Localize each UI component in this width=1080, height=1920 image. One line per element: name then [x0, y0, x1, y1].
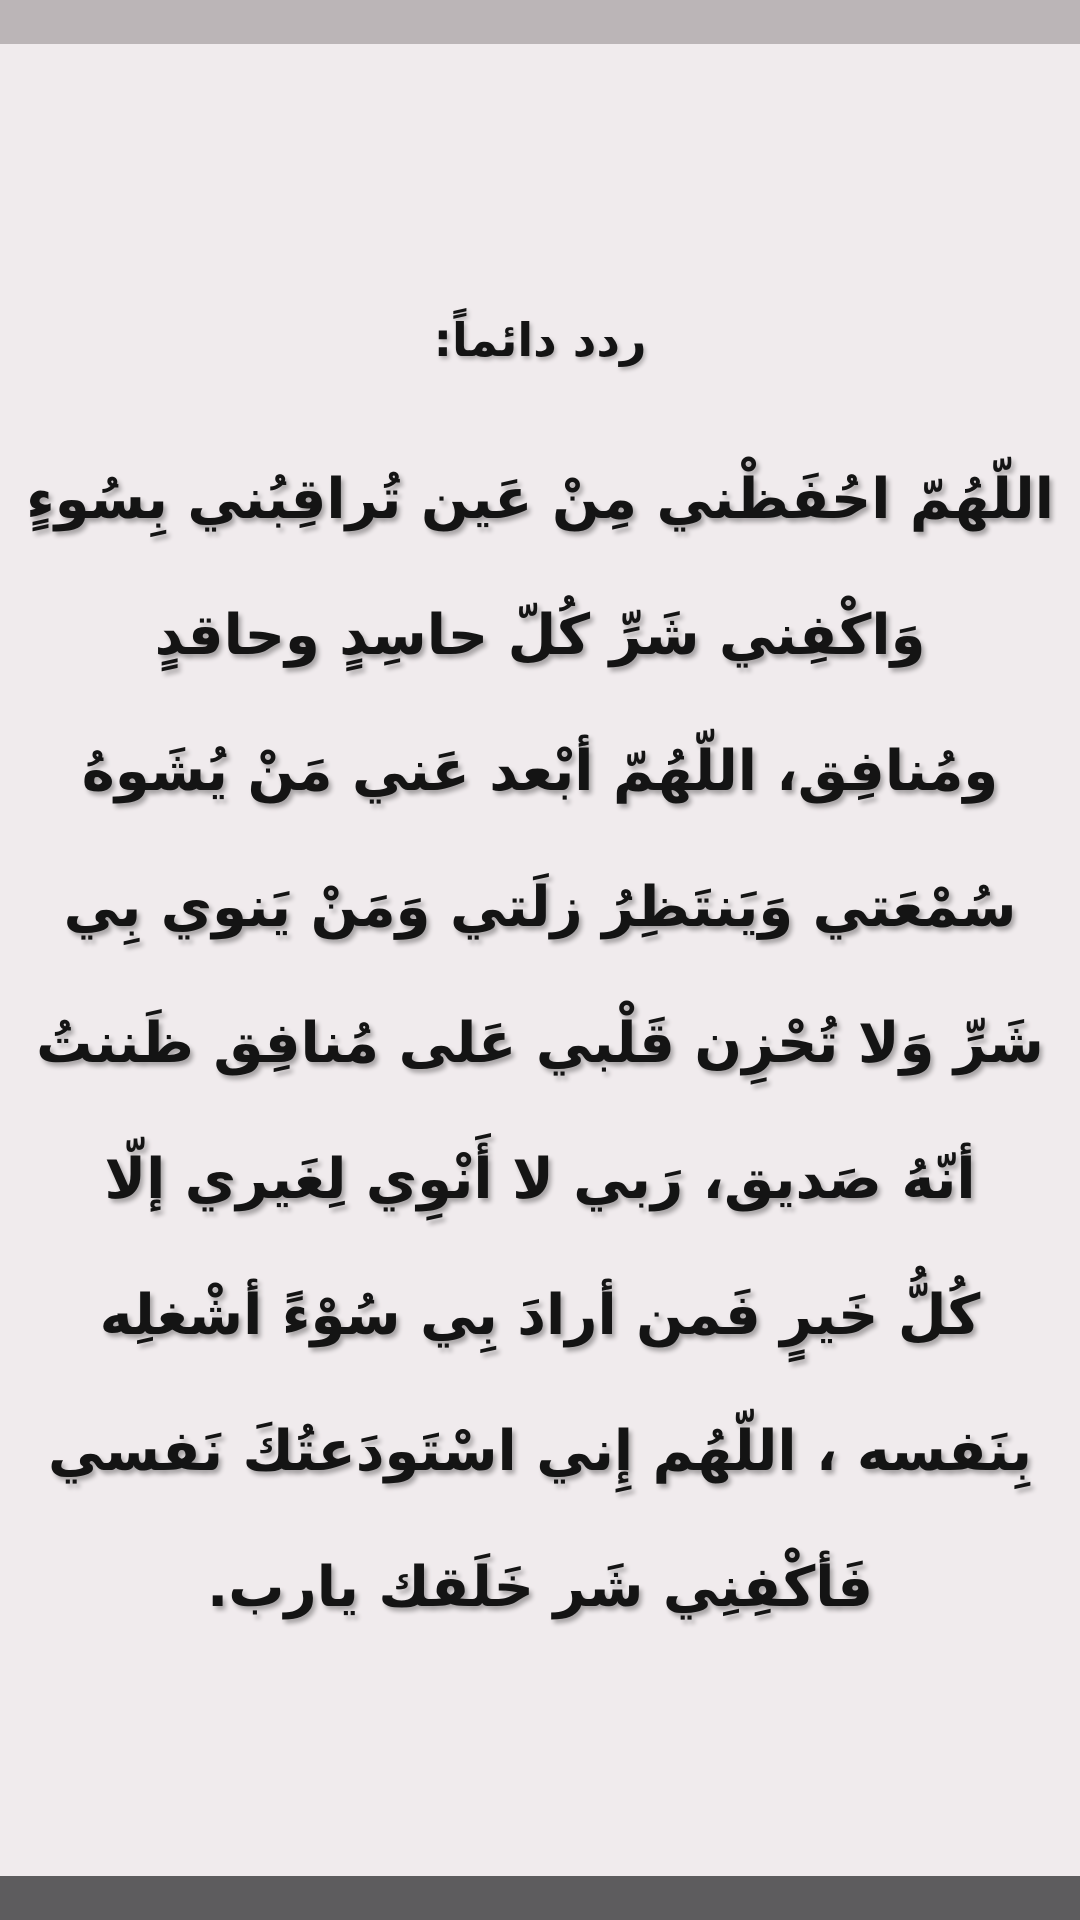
prayer-line-9: فَأكْفِنِي شَر خَلَقك يارب.: [207, 1555, 873, 1620]
prayer-heading: ردد دائماً:: [433, 313, 647, 367]
prayer-line-2: وَاكْفِني شَرِّ كُلّ حاسِدٍ وحاقدٍ: [154, 603, 926, 668]
prayer-line-6: أنّهُ صَديق، رَبي لا أَنْوِي لِغَيري إلّا: [104, 1147, 976, 1212]
top-status-strip: [0, 0, 1080, 44]
prayer-text-block: [0, 300, 1080, 1656]
prayer-line-1: اللّهُمّ احُفَظْني مِنْ عَين تُراقِبُني بِسُوءٍ: [26, 467, 1054, 532]
prayer-line-4: سُمْعَتي وَيَنتَظِرُ زلَتي وَمَنْ يَنوي بِي: [63, 875, 1017, 940]
prayer-line-5: شَرِّ وَلا تُحْزِن قَلْبي عَلى مُنافِق ظَننتُ: [36, 1011, 1044, 1076]
prayer-line-7: كُلُّ خَيرٍ فَمن أرادَ بِي سُوْءً أشْغلِه: [99, 1283, 981, 1348]
prayer-line-8: بِنَفسه ، اللّهُم إِني اسْتَودَعتُكَ نَفسي: [48, 1419, 1032, 1484]
bottom-navigation-strip: [0, 1876, 1080, 1920]
prayer-lines: [0, 432, 1080, 1656]
prayer-line-3: ومُنافِق، اللّهُمّ أبْعد عَني مَنْ يُشَوهُ: [81, 739, 999, 804]
